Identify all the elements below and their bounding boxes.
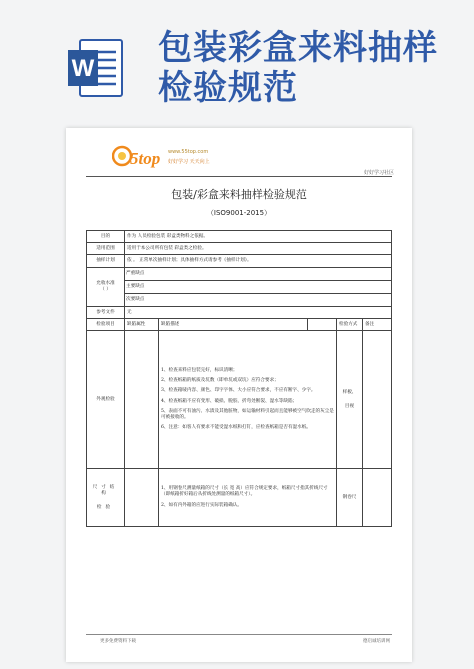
table-row [87,231,392,243]
table-header-row [87,319,392,331]
purpose-label: 目的 [87,231,125,243]
major-defect: 主要缺点 [125,280,391,293]
header-method: 检验方式 [337,319,363,331]
site-slogan: 好好学习 天天向上 [168,159,210,165]
document-title: 包装/彩盒来料抽样检验规范 [171,188,307,201]
scope-label: 适用范围 [87,243,125,255]
ref-label: 参考文件 [87,307,125,319]
appearance-label: 外观检验 [87,331,125,469]
footer-left: 更多免费资料下载 [100,639,136,644]
appearance-method-line2: 目视 [344,403,355,409]
aql-label-cell [87,268,125,307]
spec-table [86,230,392,527]
document-code: （ISO9001-2015） [206,209,272,217]
plan-value: 依 。 正常单次抽样计划；具体抽样方式请参考《抽样计划》。 [125,255,392,268]
header-category: 缺陷属性 [125,319,159,331]
appearance-desc-item: 2、检查纸箱的纸质及坑数（即单坑或双坑）应符合要求； [161,378,279,384]
appearance-desc-item: 6、注意：如客人有要求不能受湿水纸和打钉，应检查纸箱是否有湿水纸。 [161,424,311,430]
structure-desc-item: 1、用钢卷尺测量纸箱的尺寸（长 宽 高）应符合规定要求，纸箱尺寸指其折线尺寸（即纸箱折好箱后从折线处测量的纸箱尺寸）。 [161,486,328,498]
appearance-method-line1: 样板、 [342,389,357,395]
site-logo [112,142,208,172]
footer-rule [86,634,392,635]
appearance-method [337,331,363,469]
severe-defect: 严重缺点 [126,271,145,276]
table-row [87,469,392,527]
table-row [87,268,392,307]
header-rule [86,176,392,177]
structure-desc [159,469,337,527]
banner-title-line1: 包装彩盒来料抽样 [158,28,438,68]
word-doc-icon [66,36,126,100]
community-label: 好好学习社区 [363,170,394,176]
site-logo-text: 5top [130,149,161,168]
appearance-category [125,331,159,469]
appearance-desc-item: 4、检查纸箱不应有变形、破损、脱胶、折弯处断裂、湿水等缺陷； [161,398,298,404]
ref-value: 无 [125,307,392,319]
document-page [66,128,412,662]
footer-right: 德启诚培训网 [363,639,390,644]
minor-defect: 次要缺点 [125,293,391,306]
header-item: 检验项目 [87,319,125,331]
banner-title-line2: 检验规范 [158,68,298,108]
appearance-desc-item: 5、表面不可有油污、水渍及其他脏物，如运输材料引起而且能够被空气吹走的灰尘是可被接收的。 [161,408,334,420]
appearance-desc-item: 3、检查箱唛内容、颜色、印字字体、大小应符合要求，不应有断字、少字。 [161,388,316,394]
structure-label-line1: 尺寸结构 [92,484,119,496]
structure-note [363,469,392,527]
aql-label: 允收水准 [96,281,115,286]
table-row [87,307,392,319]
scope-value: 适用于本公司所有包装 彩盒类之检验。 [125,243,392,255]
appearance-desc-item: 1、检查来料应包装完好，标识清晰； [161,368,238,374]
appearance-desc [159,331,337,469]
appearance-note [363,331,392,469]
structure-method: 钢卷尺 [337,469,363,527]
aql-values [125,268,392,307]
header-desc-extra [308,319,337,331]
aql-paren: （ ） [100,287,111,292]
table-row [87,243,392,255]
header-desc: 缺陷描述 [159,319,308,331]
structure-desc-item: 2、如有内外箱的应进行实际装箱确认。 [161,502,243,508]
table-row [87,255,392,268]
purpose-value: 作为 人员检验包装 彩盒类物料之依据。 [125,231,392,243]
banner-title [158,28,458,108]
structure-category [125,469,159,527]
structure-label-line2: 检验 [96,504,115,510]
structure-label [87,469,125,527]
site-url: www.55top.com [168,149,209,155]
word-logo-letter: W [71,55,95,82]
plan-label: 抽样计划 [87,255,125,268]
header-note: 备注 [363,319,392,331]
table-row [87,331,392,469]
